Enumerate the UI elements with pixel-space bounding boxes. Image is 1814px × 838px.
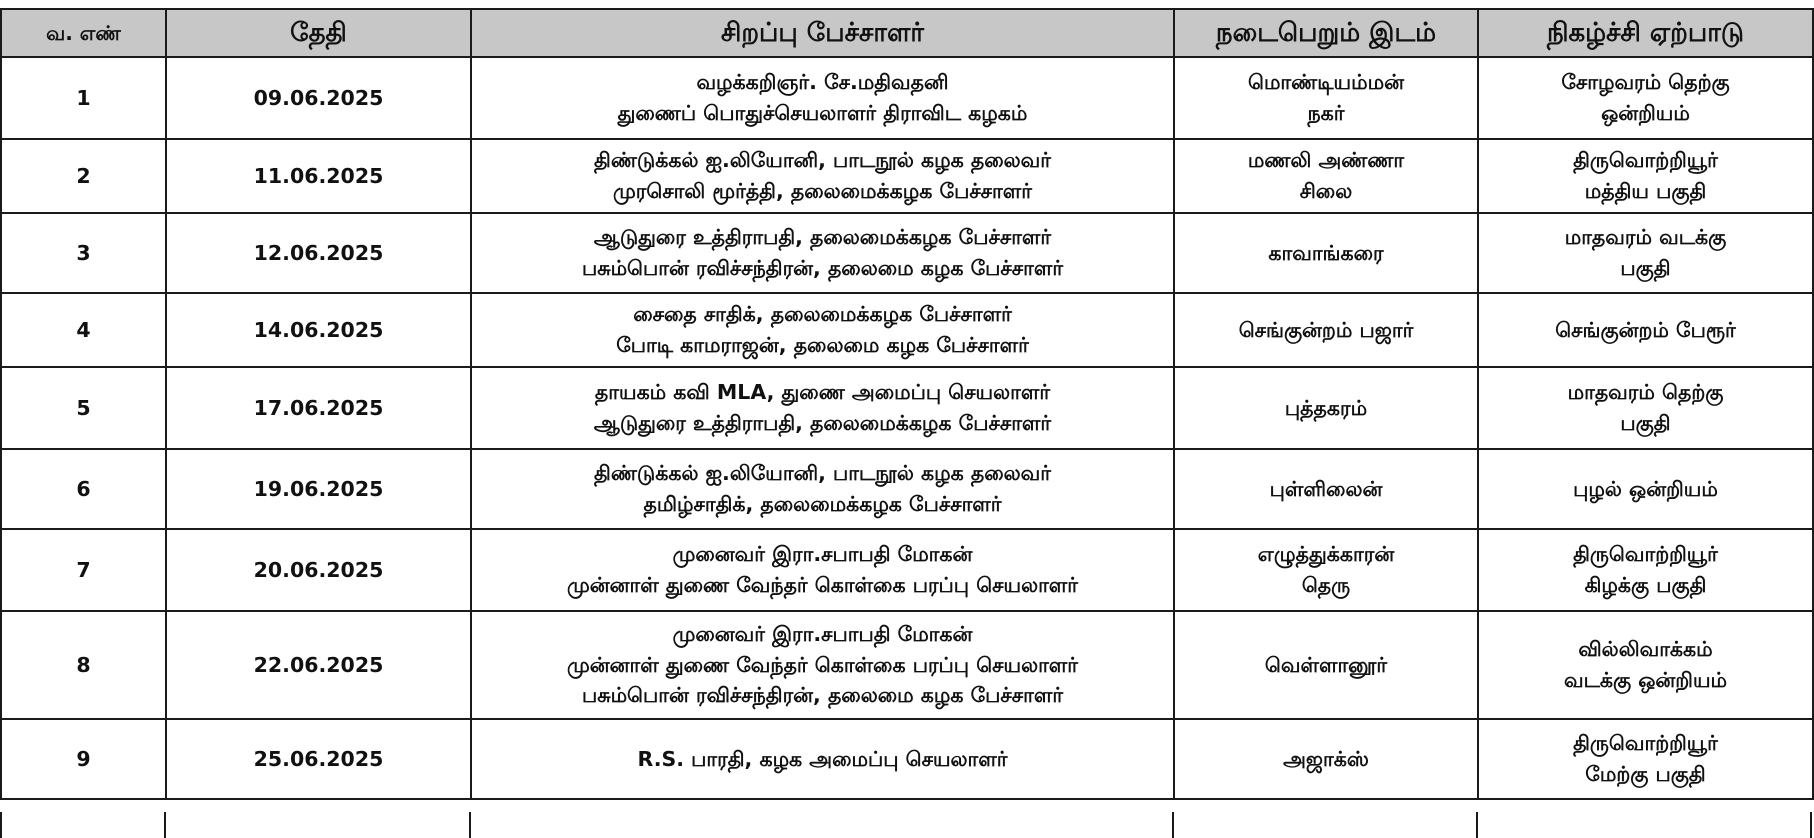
cell-date: 11.06.2025 — [166, 139, 471, 213]
cell-organizer — [1478, 449, 1813, 529]
cell-serial-number: 8 — [1, 611, 166, 719]
cell-serial-number: 4 — [1, 293, 166, 367]
table-row — [1, 57, 1813, 139]
cell-serial-number: 5 — [1, 367, 166, 449]
continuation-rule — [164, 812, 166, 838]
cell-venue-line: காவாங்கரை — [1268, 240, 1384, 265]
table-row — [1, 611, 1813, 719]
table-row — [1, 529, 1813, 611]
continuation-rule — [1476, 812, 1478, 838]
table-continuation — [0, 812, 1812, 838]
cell-organizer-line: மத்திய பகுதி — [1584, 179, 1707, 203]
cell-speaker-line: R.S. பாரதி, கழக அமைப்பு செயலாளர் — [637, 746, 1008, 771]
cell-organizer-line: ஒன்றியம் — [1601, 101, 1690, 125]
cell-organizer — [1478, 367, 1813, 449]
cell-speaker — [471, 57, 1174, 139]
cell-organizer-line: மேற்கு பகுதி — [1585, 762, 1706, 786]
cell-venue — [1174, 213, 1478, 293]
cell-speaker-line: முரசொலி மூர்த்தி, தலைமைக்கழக பேச்சாளர் — [613, 179, 1032, 203]
cell-organizer-line: பகுதி — [1620, 256, 1671, 280]
cell-organizer-line: வடக்கு ஒன்றியம் — [1563, 668, 1728, 692]
table-body — [1, 57, 1813, 799]
cell-speaker-line: ஆடுதுரை உத்திராபதி, தலைமைக்கழக பேச்சாளர் — [593, 225, 1052, 250]
continuation-rule — [0, 812, 2, 838]
cell-speaker-line: துணைப் பொதுச்செயலாளர் திராவிட கழகம் — [617, 101, 1028, 125]
cell-speaker — [471, 293, 1174, 367]
cell-date: 09.06.2025 — [166, 57, 471, 139]
cell-venue-line: எழுத்துக்காரன் — [1257, 542, 1395, 567]
cell-venue-line: புத்தகரம் — [1284, 395, 1368, 420]
top-margin — [0, 0, 1814, 8]
cell-venue — [1174, 719, 1478, 799]
cell-organizer-line: திருவொற்றியூர் — [1573, 731, 1718, 756]
cell-speaker — [471, 213, 1174, 293]
cell-venue — [1174, 611, 1478, 719]
table-row — [1, 293, 1813, 367]
table-header-row — [1, 9, 1813, 57]
continuation-rule — [469, 812, 471, 838]
cell-organizer-line: கிழக்கு பகுதி — [1584, 573, 1707, 597]
cell-serial-number: 1 — [1, 57, 166, 139]
cell-serial-number: 7 — [1, 529, 166, 611]
table-row — [1, 213, 1813, 293]
header-venue: நடைபெறும் இடம் — [1174, 9, 1478, 57]
header-serial-number: வ. எண் — [1, 9, 166, 57]
cell-speaker-line: முன்னாள் துணை வேந்தர் கொள்கை பரப்பு செயலாளர் — [566, 573, 1079, 597]
cell-venue-line: சிலை — [1299, 179, 1353, 203]
table-row — [1, 367, 1813, 449]
cell-organizer-line: திருவொற்றியூர் — [1573, 148, 1718, 173]
cell-speaker-line: ஆடுதுரை உத்திராபதி, தலைமைக்கழக பேச்சாளர் — [593, 411, 1052, 435]
cell-speaker-line: திண்டுக்கல் ஐ.லியோனி, பாடநூல் கழக தலைவர் — [594, 148, 1051, 173]
cell-organizer-line: புழல் ஒன்றியம் — [1573, 476, 1718, 501]
cell-venue-line: மொண்டியம்மன் — [1247, 70, 1404, 95]
table-row — [1, 719, 1813, 799]
table-row — [1, 139, 1813, 213]
cell-venue — [1174, 293, 1478, 367]
cell-organizer — [1478, 57, 1813, 139]
cell-organizer-line: பகுதி — [1620, 411, 1671, 435]
cell-organizer-line: வில்லிவாக்கம் — [1578, 637, 1713, 662]
cell-serial-number: 3 — [1, 213, 166, 293]
cell-speaker — [471, 529, 1174, 611]
table-row — [1, 449, 1813, 529]
cell-serial-number: 6 — [1, 449, 166, 529]
cell-organizer — [1478, 611, 1813, 719]
cell-organizer — [1478, 139, 1813, 213]
cell-organizer-line: திருவொற்றியூர் — [1573, 542, 1718, 567]
cell-date: 14.06.2025 — [166, 293, 471, 367]
cell-venue-line: மணலி அண்ணா — [1247, 148, 1405, 173]
continuation-rule — [1810, 812, 1812, 838]
cell-speaker-line: பசும்பொன் ரவிச்சந்திரன், தலைமை கழக பேச்சாளர் — [581, 256, 1064, 280]
cell-organizer — [1478, 529, 1813, 611]
cell-speaker — [471, 139, 1174, 213]
cell-organizer-line: மாதவரம் தெற்கு — [1567, 380, 1724, 405]
cell-organizer-line: செங்குன்றம் பேரூர் — [1555, 317, 1736, 342]
cell-organizer-line: மாதவரம் வடக்கு — [1564, 225, 1727, 250]
cell-speaker — [471, 449, 1174, 529]
cell-speaker-line: முனைவர் இரா.சபாபதி மோகன் — [672, 621, 973, 646]
cell-venue-line: தெரு — [1301, 573, 1351, 597]
event-schedule-table — [0, 8, 1814, 800]
cell-venue — [1174, 449, 1478, 529]
cell-venue-line: புள்ளிலைன் — [1269, 476, 1383, 501]
header-speaker: சிறப்பு பேச்சாளர் — [471, 9, 1174, 57]
cell-venue — [1174, 529, 1478, 611]
cell-venue-line: வெள்ளானூர் — [1264, 652, 1388, 677]
cell-date: 20.06.2025 — [166, 529, 471, 611]
cell-organizer — [1478, 293, 1813, 367]
cell-speaker-line: முனைவர் இரா.சபாபதி மோகன் — [672, 542, 973, 567]
cell-venue-line: நகர் — [1307, 101, 1345, 125]
cell-venue — [1174, 367, 1478, 449]
cell-date: 19.06.2025 — [166, 449, 471, 529]
header-date: தேதி — [166, 9, 471, 57]
cell-speaker — [471, 367, 1174, 449]
cell-organizer-line: சோழவரம் தெற்கு — [1561, 70, 1730, 95]
cell-speaker-line: முன்னாள் துணை வேந்தர் கொள்கை பரப்பு செயலாளர் — [566, 652, 1079, 677]
continuation-rule — [1172, 812, 1174, 838]
cell-date: 12.06.2025 — [166, 213, 471, 293]
cell-speaker-line: தமிழ்சாதிக், தலைமைக்கழக பேச்சாளர் — [643, 492, 1002, 516]
cell-speaker-line: பசும்பொன் ரவிச்சந்திரன், தலைமை கழக பேச்சாளர் — [581, 683, 1064, 708]
cell-date: 25.06.2025 — [166, 719, 471, 799]
cell-venue-line: செங்குன்றம் பஜார் — [1238, 317, 1414, 342]
cell-date: 22.06.2025 — [166, 611, 471, 719]
cell-speaker-line: திண்டுக்கல் ஐ.லியோனி, பாடநூல் கழக தலைவர் — [594, 461, 1051, 486]
cell-venue — [1174, 139, 1478, 213]
cell-speaker-line: சைதை சாதிக், தலைமைக்கழக பேச்சாளர் — [633, 302, 1012, 327]
cell-venue-line: அஜாக்ஸ் — [1283, 746, 1369, 771]
cell-speaker-line: வழக்கறிஞர். சே.மதிவதனி — [696, 70, 949, 95]
cell-speaker — [471, 719, 1174, 799]
cell-serial-number: 2 — [1, 139, 166, 213]
cell-serial-number: 9 — [1, 719, 166, 799]
cell-organizer — [1478, 719, 1813, 799]
cell-speaker-line: போடி காமராஜன், தலைமை கழக பேச்சாளர் — [616, 333, 1029, 357]
cell-speaker — [471, 611, 1174, 719]
cell-organizer — [1478, 213, 1813, 293]
header-organizer: நிகழ்ச்சி ஏற்பாடு — [1478, 9, 1813, 57]
cell-date: 17.06.2025 — [166, 367, 471, 449]
cell-venue — [1174, 57, 1478, 139]
cell-speaker-line: தாயகம் கவி MLA, துணை அமைப்பு செயலாளர் — [594, 380, 1051, 405]
